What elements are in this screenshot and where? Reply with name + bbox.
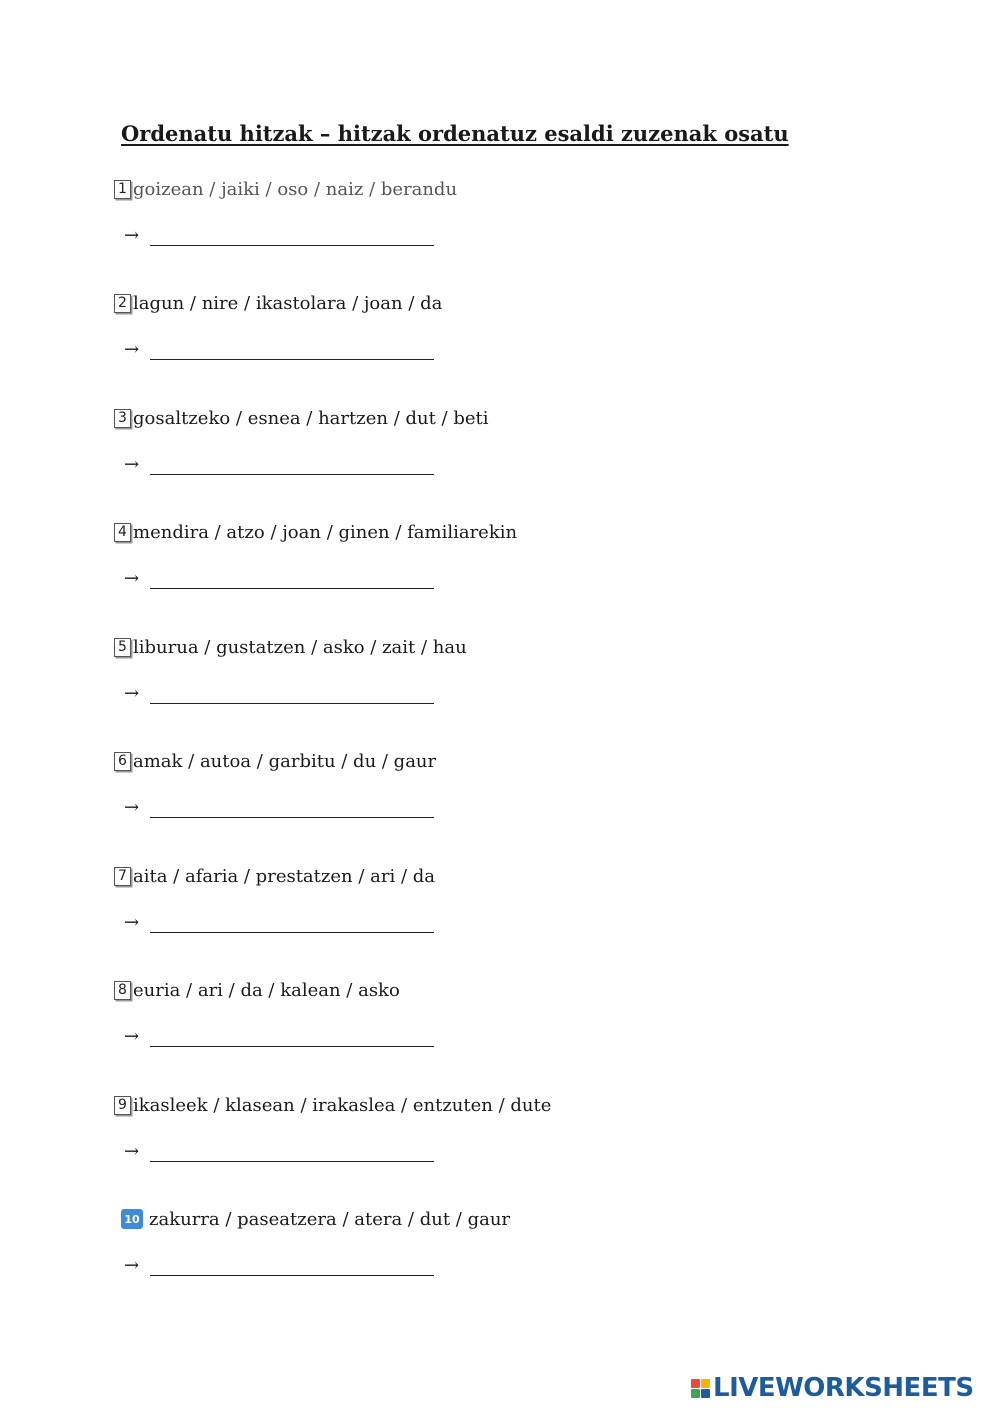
exercise-item-2 <box>114 291 714 381</box>
keycap-number-4-icon: 4 <box>114 523 131 542</box>
scrambled-words: gosaltzeko / esnea / hartzen / dut / beti <box>133 407 489 429</box>
keycap-number-1-icon: 1 <box>114 180 131 199</box>
keycap-number-8-icon: 8 <box>114 981 131 1000</box>
arrow-icon: → <box>124 912 140 933</box>
logo-text: LIVEWORKSHEETS <box>713 1373 974 1403</box>
scrambled-words: lagun / nire / ikastolara / joan / da <box>133 292 443 314</box>
exercise-item-6 <box>114 749 714 839</box>
answer-input-line[interactable] <box>150 1255 434 1276</box>
scrambled-words: aita / afaria / prestatzen / ari / da <box>133 865 435 887</box>
word-prompt <box>114 635 467 659</box>
answer-input-line[interactable] <box>150 225 434 246</box>
keycap-number-3-icon: 3 <box>114 409 131 428</box>
exercise-item-7 <box>114 864 714 954</box>
liveworksheets-mark-icon <box>691 1379 710 1398</box>
logo-square <box>701 1379 710 1388</box>
word-prompt <box>114 177 457 201</box>
scrambled-words: liburua / gustatzen / asko / zait / hau <box>133 636 467 658</box>
scrambled-words: mendira / atzo / joan / ginen / familiarekin <box>133 521 518 543</box>
liveworksheets-logo <box>691 1374 974 1402</box>
exercise-item-8 <box>114 978 714 1068</box>
answer-row <box>124 912 434 933</box>
word-prompt <box>114 1207 510 1231</box>
arrow-icon: → <box>124 797 140 818</box>
logo-square <box>691 1379 700 1388</box>
keycap-number-9-icon: 9 <box>114 1096 131 1115</box>
answer-input-line[interactable] <box>150 454 434 475</box>
exercise-item-10 <box>114 1207 714 1297</box>
arrow-icon: → <box>124 454 140 475</box>
keycap-number-6-icon: 6 <box>114 752 131 771</box>
word-prompt <box>114 291 442 315</box>
word-prompt <box>114 406 489 430</box>
scrambled-words: amak / autoa / garbitu / du / gaur <box>133 750 437 772</box>
arrow-icon: → <box>124 225 140 246</box>
logo-square <box>701 1389 710 1398</box>
exercise-item-9 <box>114 1093 714 1183</box>
word-prompt <box>114 749 436 773</box>
scrambled-words: goizean / jaiki / oso / naiz / berandu <box>133 178 458 200</box>
answer-input-line[interactable] <box>150 1141 434 1162</box>
word-prompt <box>114 520 517 544</box>
exercise-item-4 <box>114 520 714 610</box>
keycap-number-7-icon: 7 <box>114 867 131 886</box>
arrow-icon: → <box>124 1255 140 1276</box>
exercise-item-3 <box>114 406 714 496</box>
answer-row <box>124 568 434 589</box>
answer-input-line[interactable] <box>150 912 434 933</box>
keycap-number-10-icon: 10 <box>121 1209 143 1229</box>
answer-row <box>124 339 434 360</box>
arrow-icon: → <box>124 683 140 704</box>
answer-input-line[interactable] <box>150 339 434 360</box>
answer-row <box>124 683 434 704</box>
word-prompt <box>114 864 435 888</box>
keycap-number-2-icon: 2 <box>114 294 131 313</box>
exercise-item-5 <box>114 635 714 725</box>
page-title: Ordenatu hitzak – hitzak ordenatuz esaldi zuzenak osatu <box>121 121 789 146</box>
answer-row <box>124 225 434 246</box>
arrow-icon: → <box>124 568 140 589</box>
arrow-icon: → <box>124 1141 140 1162</box>
answer-input-line[interactable] <box>150 683 434 704</box>
answer-row <box>124 1141 434 1162</box>
exercise-item-1 <box>114 177 714 267</box>
logo-square <box>691 1389 700 1398</box>
word-prompt <box>114 1093 551 1117</box>
scrambled-words: ikasleek / klasean / irakaslea / entzuten / dute <box>133 1094 552 1116</box>
answer-input-line[interactable] <box>150 568 434 589</box>
answer-row <box>124 1255 434 1276</box>
scrambled-words: euria / ari / da / kalean / asko <box>133 979 400 1001</box>
answer-row <box>124 797 434 818</box>
keycap-number-5-icon: 5 <box>114 638 131 657</box>
answer-row <box>124 454 434 475</box>
answer-row <box>124 1026 434 1047</box>
answer-input-line[interactable] <box>150 1026 434 1047</box>
answer-input-line[interactable] <box>150 797 434 818</box>
scrambled-words: zakurra / paseatzera / atera / dut / gaur <box>149 1208 511 1230</box>
word-prompt <box>114 978 400 1002</box>
arrow-icon: → <box>124 339 140 360</box>
arrow-icon: → <box>124 1026 140 1047</box>
